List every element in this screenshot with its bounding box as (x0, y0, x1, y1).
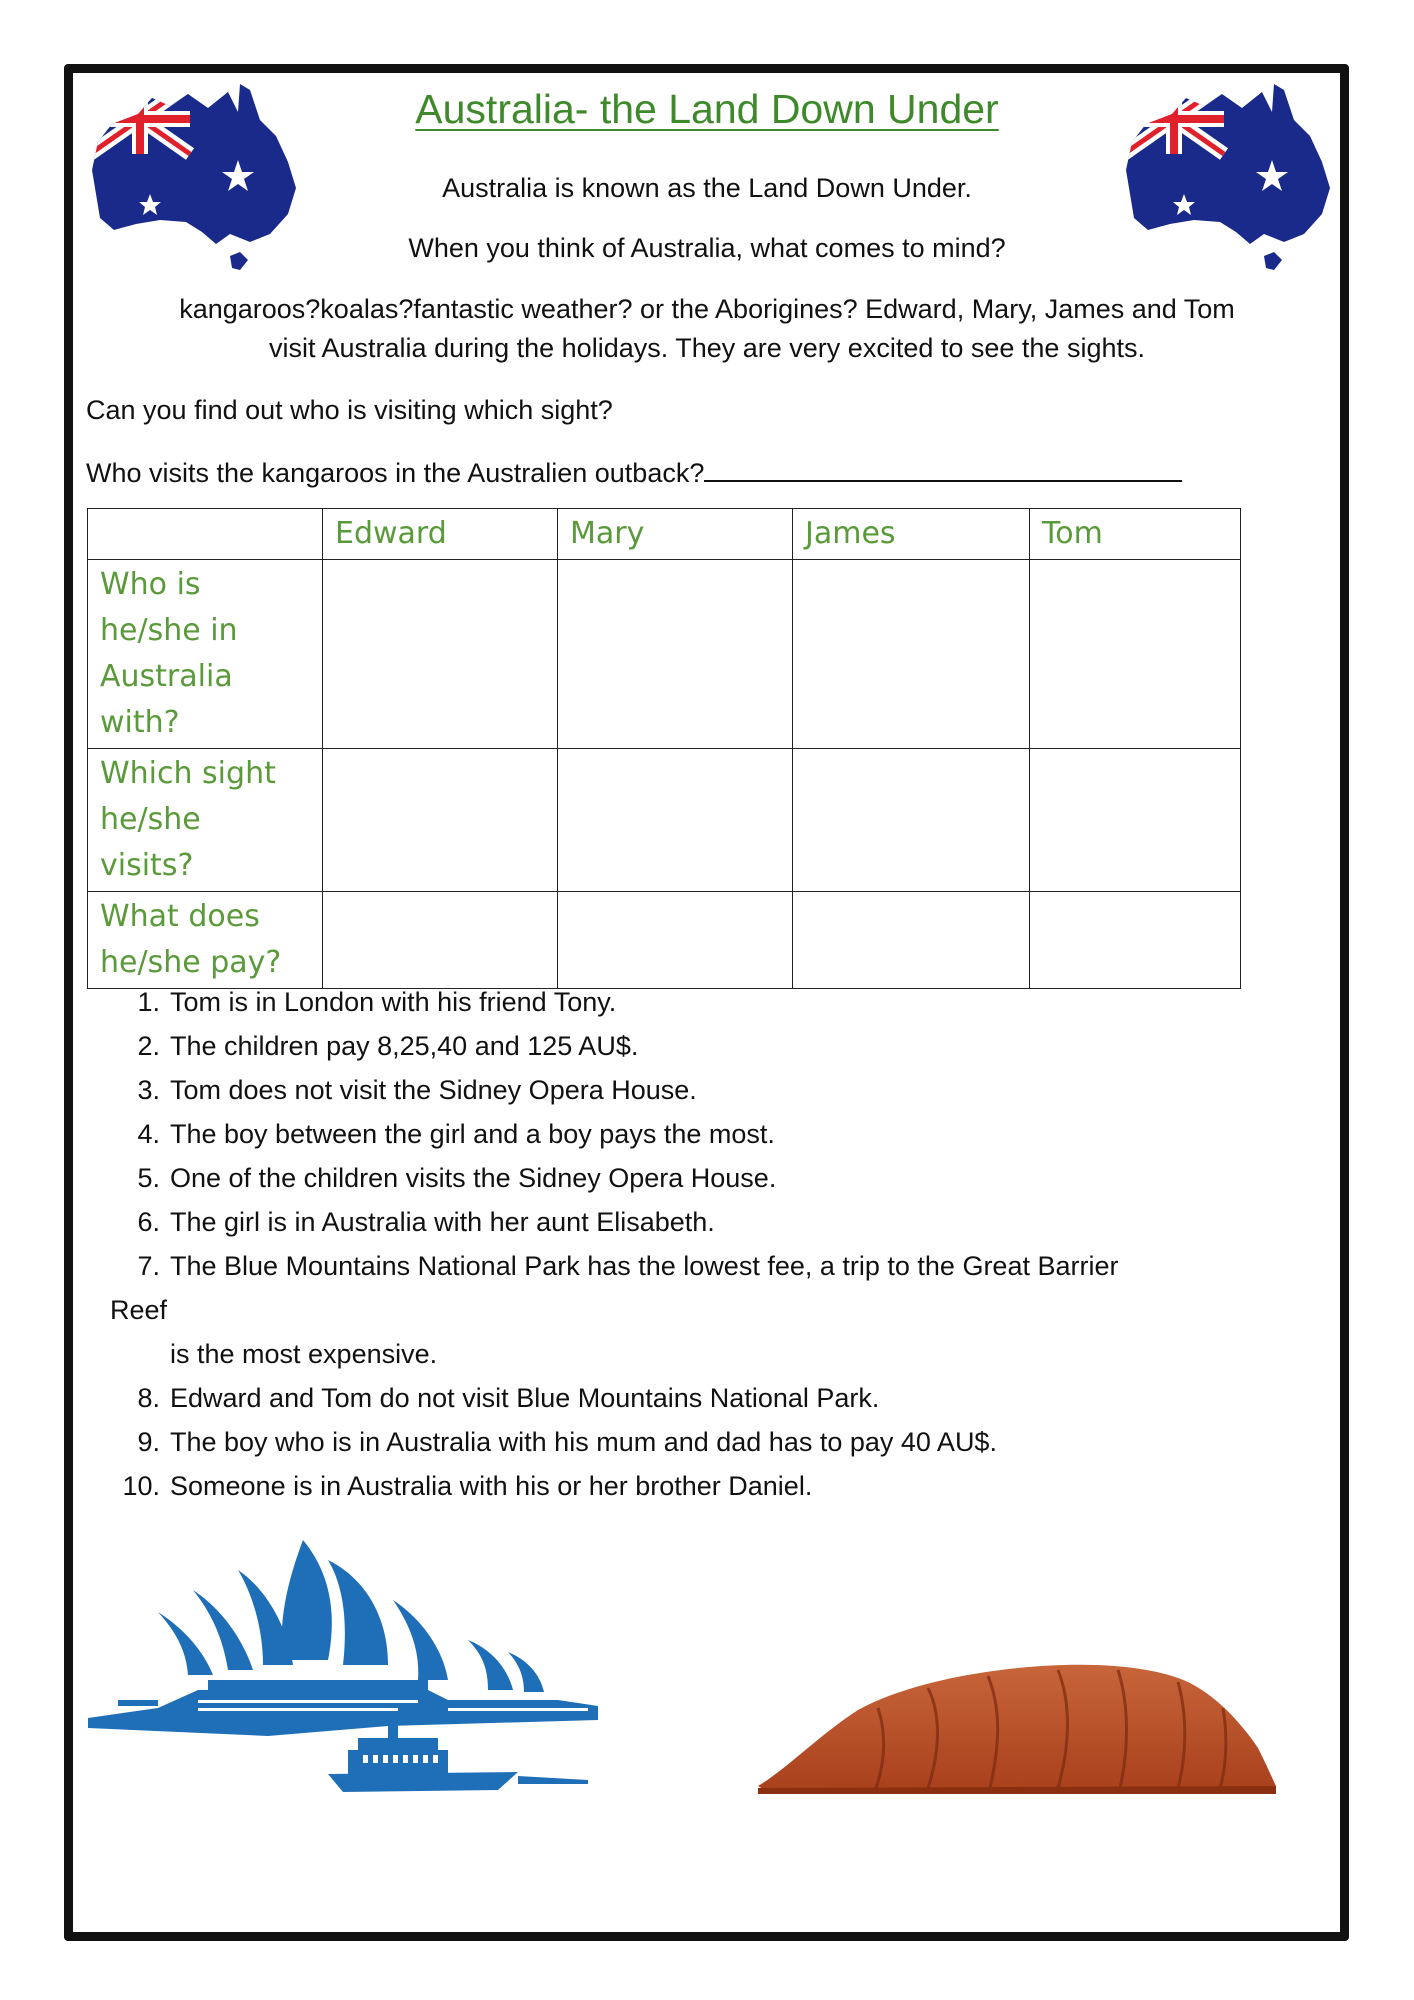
row-header-line: he/she (100, 802, 201, 837)
answer-cell[interactable] (323, 560, 558, 749)
answer-cell[interactable] (1030, 560, 1241, 749)
intro-line-4: visit Australia during the holidays. They are very excited to see the sights. (269, 333, 1145, 363)
clue-list (100, 980, 1280, 1508)
row-header-line: he/she in (100, 613, 238, 648)
uluru-rock-illustration (758, 1658, 1278, 1798)
answer-cell[interactable] (323, 892, 558, 989)
clue-number: 10. (122, 1471, 160, 1501)
clue-text: Edward and Tom do not visit Blue Mountains National Park. (170, 1383, 880, 1413)
answer-cell[interactable] (1030, 749, 1241, 892)
list-item (100, 1376, 1280, 1420)
clue-number: 3. (137, 1075, 160, 1105)
answer-blank-line[interactable] (704, 450, 1182, 482)
row-header-line: Australia (100, 659, 233, 694)
column-header-edward: Edward (323, 509, 558, 560)
row-header-line: What does (100, 899, 260, 934)
answer-cell[interactable] (793, 749, 1030, 892)
clue-text: The boy between the girl and a boy pays the most. (170, 1119, 775, 1149)
row-header-line: Who is (100, 567, 201, 602)
answer-cell[interactable] (1030, 892, 1241, 989)
list-item (100, 1112, 1280, 1156)
list-item (100, 1200, 1280, 1244)
clue-text: Tom does not visit the Sidney Opera House. (170, 1075, 697, 1105)
question-kangaroos-text: Who visits the kangaroos in the Australien outback? (86, 458, 705, 488)
clue-text: Someone is in Australia with his or her brother Daniel. (170, 1471, 813, 1501)
table-row (88, 560, 1241, 749)
list-item (100, 1420, 1280, 1464)
answer-cell[interactable] (558, 560, 793, 749)
intro-line-1: Australia is known as the Land Down Under. (442, 173, 972, 203)
clue-text: Tom is in London with his friend Tony. (170, 987, 617, 1017)
row-header-which-sight (88, 749, 323, 892)
clue-number: 9. (137, 1427, 160, 1457)
clue-text: The boy who is in Australia with his mum and dad has to pay 40 AU$. (170, 1427, 997, 1457)
clue-number: 6. (137, 1207, 160, 1237)
clue-text: The Blue Mountains National Park has the lowest fee, a trip to the Great Barrier (170, 1251, 1119, 1281)
answer-cell[interactable] (793, 892, 1030, 989)
answer-cell[interactable] (793, 560, 1030, 749)
list-item (100, 1068, 1280, 1112)
table-row (88, 892, 1241, 989)
column-header-mary: Mary (558, 509, 793, 560)
row-header-line: Which sight (100, 756, 276, 791)
question-kangaroos (86, 450, 1182, 493)
clue-text-continued: is the most expensive. (170, 1339, 438, 1369)
list-item (100, 1464, 1280, 1508)
row-header-line: with? (100, 705, 180, 740)
row-header-line: he/she pay? (100, 945, 282, 980)
row-header-line: visits? (100, 848, 194, 883)
answer-cell[interactable] (558, 892, 793, 989)
logic-grid-table (87, 508, 1241, 989)
page-title: Australia- the Land Down Under (415, 86, 999, 132)
clue-number: 4. (137, 1119, 160, 1149)
column-header-james: James (793, 509, 1030, 560)
intro-line-3: kangaroos?koalas?fantastic weather? or the Aborigines? Edward, Mary, James and Tom (179, 294, 1235, 324)
table-row (88, 749, 1241, 892)
table-corner-cell (88, 509, 323, 560)
clue-text: The girl is in Australia with her aunt Elisabeth. (170, 1207, 715, 1237)
clue-number: 5. (137, 1163, 160, 1193)
column-header-tom: Tom (1030, 509, 1241, 560)
sydney-opera-house-illustration (88, 1540, 608, 1820)
question-find-out: Can you find out who is visiting which sight? (86, 395, 613, 425)
list-item (100, 1244, 1280, 1376)
clue-text: One of the children visits the Sidney Opera House. (170, 1163, 777, 1193)
clue-number: 2. (137, 1031, 160, 1061)
list-item (100, 1024, 1280, 1068)
answer-cell[interactable] (558, 749, 793, 892)
row-header-what-pay (88, 892, 323, 989)
clue-number: 1. (137, 987, 160, 1017)
intro-line-2: When you think of Australia, what comes to mind? (408, 233, 1006, 263)
answer-cell[interactable] (323, 749, 558, 892)
clue-text: The children pay 8,25,40 and 125 AU$. (170, 1031, 639, 1061)
list-item (100, 980, 1280, 1024)
row-header-who-with (88, 560, 323, 749)
clue-text-continued: Reef (110, 1295, 168, 1325)
clue-number: 7. (137, 1251, 160, 1281)
list-item (100, 1156, 1280, 1200)
clue-number: 8. (137, 1383, 160, 1413)
